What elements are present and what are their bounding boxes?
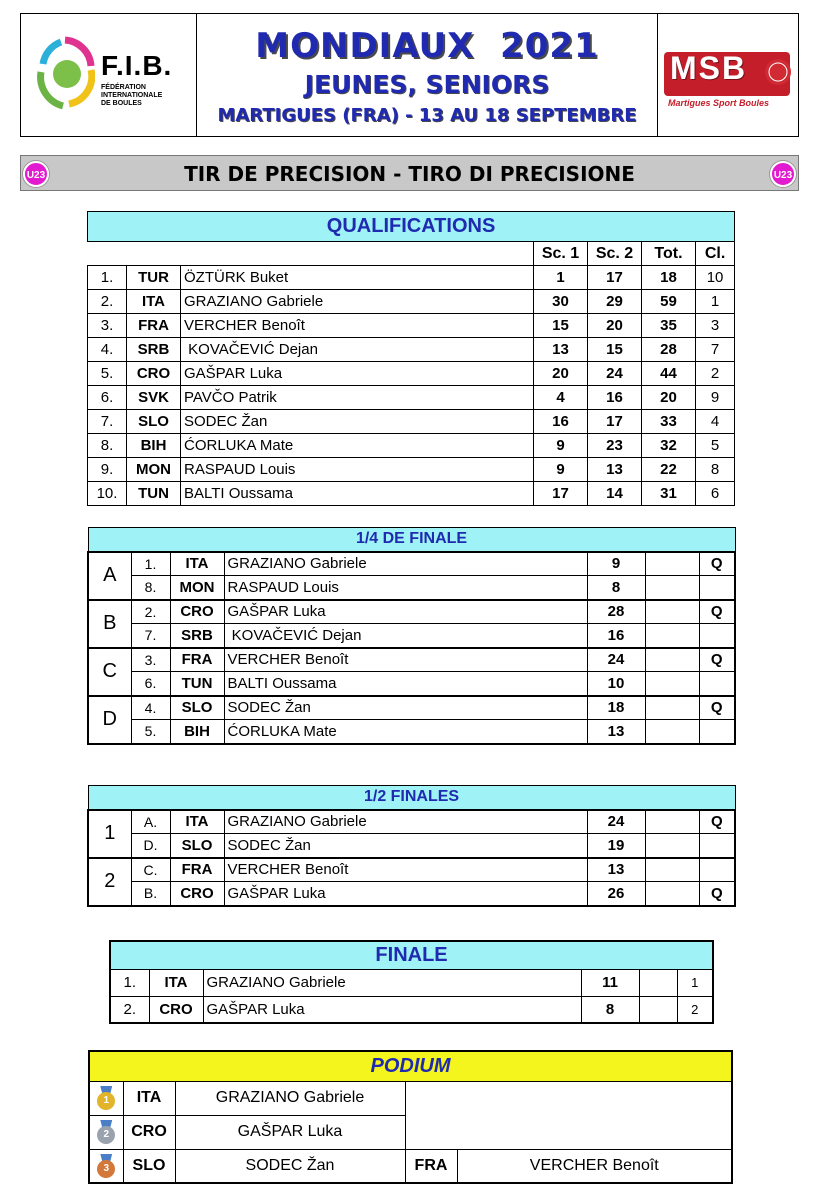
score-2: 23 bbox=[588, 434, 642, 458]
match-row bbox=[88, 576, 735, 600]
qualification-row bbox=[88, 386, 735, 410]
qualified-mark: Q bbox=[699, 552, 735, 576]
total-score: 31 bbox=[642, 482, 696, 506]
total-score: 44 bbox=[642, 362, 696, 386]
nation-code: SLO bbox=[170, 696, 224, 720]
ranking: 6 bbox=[696, 482, 735, 506]
player-name: ÖZTÜRK Buket bbox=[181, 266, 534, 290]
match-row bbox=[88, 552, 735, 576]
total-score: 59 bbox=[642, 290, 696, 314]
msb-abbr: MSB bbox=[670, 50, 748, 86]
player-name: GAŠPAR Luka bbox=[203, 996, 581, 1023]
event-title: TIR DE PRECISION - TIRO DI PRECISIONE bbox=[184, 162, 635, 186]
nation-code: CRO bbox=[149, 996, 203, 1023]
score-2: 24 bbox=[588, 362, 642, 386]
player-name: PAVČO Patrik bbox=[181, 386, 534, 410]
score-1: 17 bbox=[534, 482, 588, 506]
score-1: 1 bbox=[534, 266, 588, 290]
total-score: 20 bbox=[642, 386, 696, 410]
nation-code: TUN bbox=[170, 672, 224, 696]
final-row bbox=[110, 969, 713, 996]
qualified-mark bbox=[699, 858, 735, 882]
nation-code: TUR bbox=[127, 266, 181, 290]
ranking: 3 bbox=[696, 314, 735, 338]
qualified-mark: Q bbox=[699, 810, 735, 834]
match-row bbox=[88, 882, 735, 906]
nation-code: SRB bbox=[127, 338, 181, 362]
player-name: GRAZIANO Gabriele bbox=[181, 290, 534, 314]
header-tot: Tot. bbox=[642, 242, 696, 266]
nation-code: CRO bbox=[127, 362, 181, 386]
qualification-row bbox=[88, 314, 735, 338]
score-2: 29 bbox=[588, 290, 642, 314]
match-row bbox=[88, 672, 735, 696]
seed-number: 4. bbox=[131, 696, 170, 720]
match-label: A bbox=[88, 552, 131, 600]
seed-number: C. bbox=[131, 858, 170, 882]
nation-code: BIH bbox=[127, 434, 181, 458]
qualified-mark bbox=[699, 624, 735, 648]
total-score: 35 bbox=[642, 314, 696, 338]
fib-line2: INTERNATIONALE bbox=[101, 92, 163, 99]
player-name: BALTI Oussama bbox=[224, 672, 587, 696]
nation-code: CRO bbox=[170, 600, 224, 624]
match-row bbox=[88, 858, 735, 882]
qualification-row bbox=[88, 338, 735, 362]
seed-number: 1. bbox=[131, 552, 170, 576]
qualifications-title: QUALIFICATIONS bbox=[88, 212, 735, 242]
match-label: B bbox=[88, 600, 131, 648]
nation-code: MON bbox=[127, 458, 181, 482]
final-title: FINALE bbox=[110, 941, 713, 969]
row-number: 2. bbox=[110, 996, 149, 1023]
score-2: 16 bbox=[588, 386, 642, 410]
nation-code: ITA bbox=[149, 969, 203, 996]
player-name: VERCHER Benoît bbox=[224, 648, 587, 672]
qualified-mark: Q bbox=[699, 696, 735, 720]
match-score: 8 bbox=[587, 576, 645, 600]
nation-code: BIH bbox=[170, 720, 224, 744]
seed-number: 2. bbox=[131, 600, 170, 624]
player-name: GAŠPAR Luka bbox=[224, 882, 587, 906]
score-2: 14 bbox=[588, 482, 642, 506]
nation-code: FRA bbox=[170, 648, 224, 672]
header-sc1: Sc. 1 bbox=[534, 242, 588, 266]
row-number: 2. bbox=[88, 290, 127, 314]
nation-code: FRA bbox=[405, 1149, 457, 1183]
ranking: 7 bbox=[696, 338, 735, 362]
match-label: C bbox=[88, 648, 131, 696]
fib-abbr: F.I.B. bbox=[101, 50, 173, 81]
match-score: 19 bbox=[587, 834, 645, 858]
nation-code: FRA bbox=[170, 858, 224, 882]
fib-logo bbox=[21, 14, 197, 136]
row-number: 3. bbox=[88, 314, 127, 338]
match-score: 18 bbox=[587, 696, 645, 720]
qualified-mark: Q bbox=[699, 648, 735, 672]
player-name: GAŠPAR Luka bbox=[181, 362, 534, 386]
empty-cell bbox=[645, 858, 699, 882]
player-name: VERCHER Benoît bbox=[224, 858, 587, 882]
score-2: 15 bbox=[588, 338, 642, 362]
event-location: MARTIGUES (FRA) - 13 AU 18 SEPTEMBRE bbox=[217, 105, 637, 126]
empty-cell bbox=[645, 552, 699, 576]
qualifications-header-spacer bbox=[88, 242, 534, 266]
fib-line3: DE BOULES bbox=[101, 100, 142, 107]
match-label: D bbox=[88, 696, 131, 744]
score-1: 13 bbox=[534, 338, 588, 362]
qualification-row bbox=[88, 434, 735, 458]
player-name: ĆORLUKA Mate bbox=[224, 720, 587, 744]
event-bar bbox=[20, 155, 799, 191]
final-score: 11 bbox=[581, 969, 639, 996]
podium-title: PODIUM bbox=[89, 1051, 732, 1081]
empty-cell bbox=[645, 882, 699, 906]
seed-number: 5. bbox=[131, 720, 170, 744]
player-name: KOVAČEVIĆ Dejan bbox=[181, 338, 534, 362]
qualifications-table bbox=[87, 211, 735, 506]
medal-cell bbox=[89, 1149, 123, 1183]
qualified-mark: Q bbox=[699, 882, 735, 906]
podium-row bbox=[89, 1149, 732, 1183]
empty-cell bbox=[645, 576, 699, 600]
match-score: 13 bbox=[587, 858, 645, 882]
score-2: 17 bbox=[588, 266, 642, 290]
qualified-mark bbox=[699, 834, 735, 858]
bronze-medal-icon: 3 bbox=[96, 1154, 116, 1178]
score-1: 16 bbox=[534, 410, 588, 434]
final-row bbox=[110, 996, 713, 1023]
seed-number: B. bbox=[131, 882, 170, 906]
ranking: 10 bbox=[696, 266, 735, 290]
player-name: GRAZIANO Gabriele bbox=[224, 552, 587, 576]
match-score: 13 bbox=[587, 720, 645, 744]
ranking: 9 bbox=[696, 386, 735, 410]
nation-code: ITA bbox=[170, 810, 224, 834]
fib-emblem-icon bbox=[35, 36, 95, 116]
ranking: 2 bbox=[696, 362, 735, 386]
qualification-row bbox=[88, 458, 735, 482]
score-1: 15 bbox=[534, 314, 588, 338]
empty-cell bbox=[639, 996, 677, 1023]
fib-line1: FÉDÉRATION bbox=[101, 84, 146, 91]
qualification-row bbox=[88, 410, 735, 434]
player-name: GRAZIANO Gabriele bbox=[224, 810, 587, 834]
nation-code: TUN bbox=[127, 482, 181, 506]
row-number: 8. bbox=[88, 434, 127, 458]
player-name: SODEC Žan bbox=[224, 834, 587, 858]
score-1: 9 bbox=[534, 434, 588, 458]
qualification-row bbox=[88, 266, 735, 290]
empty-cell bbox=[645, 810, 699, 834]
nation-code: ITA bbox=[170, 552, 224, 576]
row-number: 1. bbox=[88, 266, 127, 290]
boule-player-icon bbox=[758, 50, 798, 90]
player-name: GAŠPAR Luka bbox=[175, 1115, 405, 1149]
seed-number: 7. bbox=[131, 624, 170, 648]
quarterfinals-table bbox=[87, 527, 736, 745]
total-score: 33 bbox=[642, 410, 696, 434]
total-score: 28 bbox=[642, 338, 696, 362]
empty-cell bbox=[639, 969, 677, 996]
player-name: RASPAUD Louis bbox=[181, 458, 534, 482]
nation-code: CRO bbox=[170, 882, 224, 906]
player-name: SODEC Žan bbox=[224, 696, 587, 720]
total-score: 18 bbox=[642, 266, 696, 290]
final-rank: 2 bbox=[677, 996, 713, 1023]
medal-cell bbox=[89, 1081, 123, 1115]
empty-cell bbox=[645, 720, 699, 744]
score-1: 9 bbox=[534, 458, 588, 482]
player-name: BALTI Oussama bbox=[181, 482, 534, 506]
nation-code: SLO bbox=[123, 1149, 175, 1183]
empty-cell bbox=[645, 834, 699, 858]
match-score: 26 bbox=[587, 882, 645, 906]
score-1: 4 bbox=[534, 386, 588, 410]
empty-cell bbox=[645, 696, 699, 720]
u23-badge-left: U23 bbox=[23, 161, 49, 187]
score-2: 17 bbox=[588, 410, 642, 434]
gold-medal-icon: 1 bbox=[96, 1086, 116, 1110]
medal-cell bbox=[89, 1115, 123, 1149]
score-1: 20 bbox=[534, 362, 588, 386]
msb-logo bbox=[658, 14, 798, 136]
msb-name: Martigues Sport Boules bbox=[668, 98, 770, 108]
row-number: 5. bbox=[88, 362, 127, 386]
header-titles bbox=[197, 14, 658, 136]
row-number: 6. bbox=[88, 386, 127, 410]
nation-code: SLO bbox=[127, 410, 181, 434]
match-row bbox=[88, 624, 735, 648]
empty-cell bbox=[405, 1081, 732, 1149]
player-name: GAŠPAR Luka bbox=[224, 600, 587, 624]
match-score: 24 bbox=[587, 648, 645, 672]
qualification-row bbox=[88, 290, 735, 314]
match-row bbox=[88, 696, 735, 720]
score-1: 30 bbox=[534, 290, 588, 314]
player-name: GRAZIANO Gabriele bbox=[203, 969, 581, 996]
u23-badge-right: U23 bbox=[770, 161, 796, 187]
page-subtitle: JEUNES, SENIORS bbox=[304, 70, 550, 99]
seed-number: 6. bbox=[131, 672, 170, 696]
nation-code: ITA bbox=[123, 1081, 175, 1115]
player-name: VERCHER Benoît bbox=[181, 314, 534, 338]
seed-number: 3. bbox=[131, 648, 170, 672]
row-number: 7. bbox=[88, 410, 127, 434]
player-name: RASPAUD Louis bbox=[224, 576, 587, 600]
ranking: 4 bbox=[696, 410, 735, 434]
ranking: 1 bbox=[696, 290, 735, 314]
player-name: SODEC Žan bbox=[181, 410, 534, 434]
match-label: 1 bbox=[88, 810, 131, 858]
qualified-mark bbox=[699, 672, 735, 696]
match-score: 16 bbox=[587, 624, 645, 648]
empty-cell bbox=[645, 600, 699, 624]
match-score: 10 bbox=[587, 672, 645, 696]
qualification-row bbox=[88, 482, 735, 506]
final-rank: 1 bbox=[677, 969, 713, 996]
header-sc2: Sc. 2 bbox=[588, 242, 642, 266]
score-2: 20 bbox=[588, 314, 642, 338]
seed-number: D. bbox=[131, 834, 170, 858]
match-score: 24 bbox=[587, 810, 645, 834]
final-score: 8 bbox=[581, 996, 639, 1023]
seed-number: A. bbox=[131, 810, 170, 834]
row-number: 10. bbox=[88, 482, 127, 506]
nation-code: MON bbox=[170, 576, 224, 600]
total-score: 32 bbox=[642, 434, 696, 458]
match-row bbox=[88, 810, 735, 834]
ranking: 5 bbox=[696, 434, 735, 458]
match-row bbox=[88, 834, 735, 858]
silver-medal-icon: 2 bbox=[96, 1120, 116, 1144]
page-title: MONDIAUX 2021 bbox=[255, 26, 599, 66]
player-name: KOVAČEVIĆ Dejan bbox=[224, 624, 587, 648]
empty-cell bbox=[645, 648, 699, 672]
semifinals-table bbox=[87, 785, 736, 907]
qualification-row bbox=[88, 362, 735, 386]
final-table bbox=[109, 940, 714, 1024]
ranking: 8 bbox=[696, 458, 735, 482]
match-row bbox=[88, 600, 735, 624]
player-name: VERCHER Benoît bbox=[457, 1149, 732, 1183]
qualified-mark bbox=[699, 720, 735, 744]
header-cl: Cl. bbox=[696, 242, 735, 266]
podium-row bbox=[89, 1081, 732, 1115]
nation-code: FRA bbox=[127, 314, 181, 338]
empty-cell bbox=[645, 624, 699, 648]
nation-code: SLO bbox=[170, 834, 224, 858]
match-score: 9 bbox=[587, 552, 645, 576]
nation-code: SVK bbox=[127, 386, 181, 410]
match-score: 28 bbox=[587, 600, 645, 624]
nation-code: CRO bbox=[123, 1115, 175, 1149]
qualified-mark bbox=[699, 576, 735, 600]
row-number: 1. bbox=[110, 969, 149, 996]
match-label: 2 bbox=[88, 858, 131, 906]
score-2: 13 bbox=[588, 458, 642, 482]
podium-table bbox=[88, 1050, 733, 1184]
player-name: ĆORLUKA Mate bbox=[181, 434, 534, 458]
player-name: GRAZIANO Gabriele bbox=[175, 1081, 405, 1115]
match-row bbox=[88, 720, 735, 744]
empty-cell bbox=[645, 672, 699, 696]
quarterfinals-title: 1/4 DE FINALE bbox=[88, 528, 735, 552]
qualified-mark: Q bbox=[699, 600, 735, 624]
total-score: 22 bbox=[642, 458, 696, 482]
seed-number: 8. bbox=[131, 576, 170, 600]
nation-code: SRB bbox=[170, 624, 224, 648]
nation-code: ITA bbox=[127, 290, 181, 314]
row-number: 4. bbox=[88, 338, 127, 362]
semifinals-title: 1/2 FINALES bbox=[88, 786, 735, 810]
row-number: 9. bbox=[88, 458, 127, 482]
match-row bbox=[88, 648, 735, 672]
player-name: SODEC Žan bbox=[175, 1149, 405, 1183]
header bbox=[20, 13, 799, 137]
